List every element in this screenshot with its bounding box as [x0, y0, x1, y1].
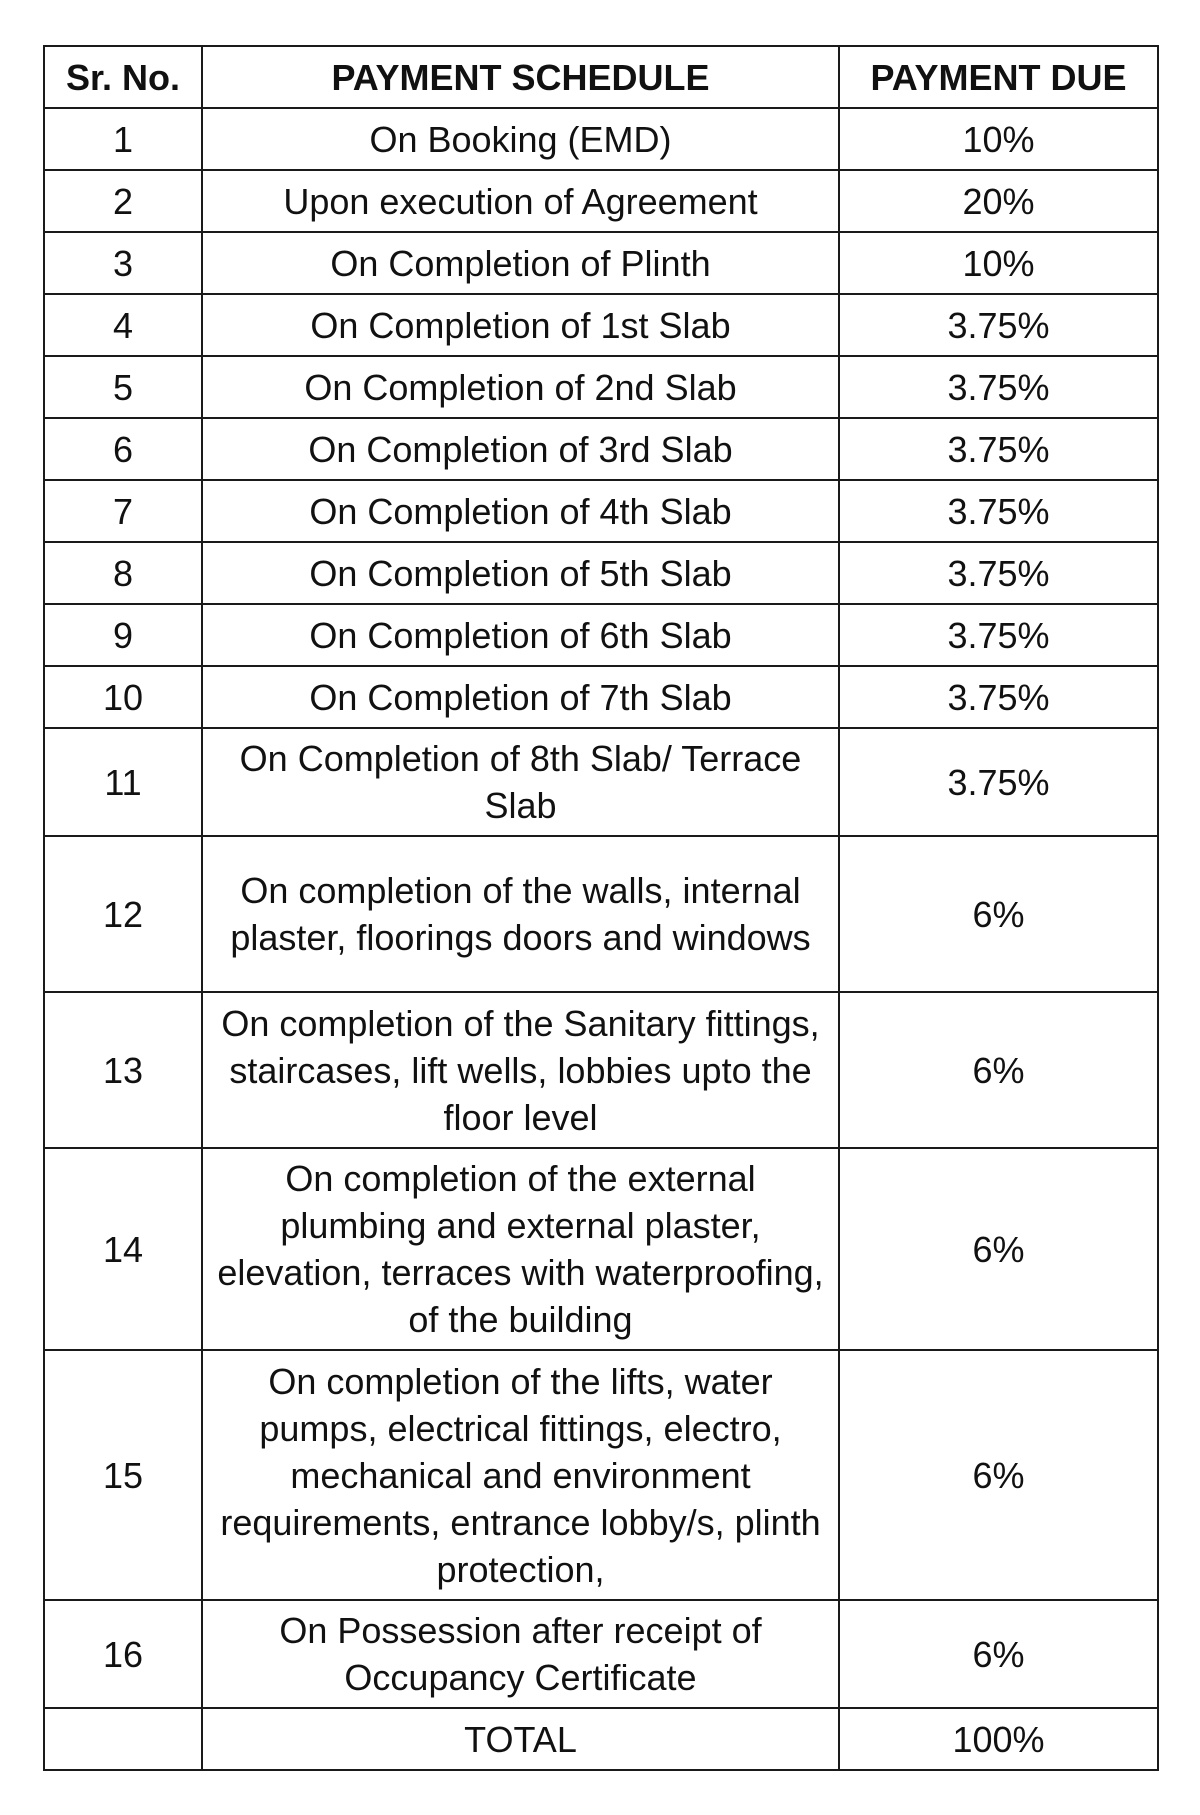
table-row — [44, 1350, 1158, 1600]
table-row — [44, 666, 1158, 728]
table-row — [44, 728, 1158, 836]
due-cell: 3.75% — [839, 728, 1158, 836]
due-cell: 3.75% — [839, 604, 1158, 666]
schedule-cell: On Completion of 6th Slab — [202, 604, 839, 666]
sr-no-cell: 11 — [44, 728, 202, 836]
sr-no-cell: 15 — [44, 1350, 202, 1600]
table-row — [44, 604, 1158, 666]
due-cell: 10% — [839, 108, 1158, 170]
due-cell: 6% — [839, 1350, 1158, 1600]
table-row — [44, 1600, 1158, 1708]
sr-no-cell: 16 — [44, 1600, 202, 1708]
sr-no-cell: 9 — [44, 604, 202, 666]
sr-no-cell: 4 — [44, 294, 202, 356]
schedule-cell: On Completion of 3rd Slab — [202, 418, 839, 480]
sr-no-cell: 7 — [44, 480, 202, 542]
total-due-cell: 100% — [839, 1708, 1158, 1770]
sr-no-cell: 8 — [44, 542, 202, 604]
table-row — [44, 1148, 1158, 1350]
header-payment-schedule: PAYMENT SCHEDULE — [202, 46, 839, 108]
schedule-cell: On Booking (EMD) — [202, 108, 839, 170]
schedule-cell: On Completion of 7th Slab — [202, 666, 839, 728]
payment-schedule-table — [43, 45, 1159, 1771]
table-row — [44, 170, 1158, 232]
schedule-cell: On completion of the external plumbing and external plaster, elevation, terraces with waterproofing, of the building — [202, 1148, 839, 1350]
due-cell: 6% — [839, 992, 1158, 1148]
total-label-cell: TOTAL — [202, 1708, 839, 1770]
sr-no-cell: 13 — [44, 992, 202, 1148]
sr-no-cell: 10 — [44, 666, 202, 728]
table-row — [44, 356, 1158, 418]
schedule-cell: On Completion of Plinth — [202, 232, 839, 294]
schedule-cell: On Completion of 2nd Slab — [202, 356, 839, 418]
due-cell: 6% — [839, 1600, 1158, 1708]
due-cell: 3.75% — [839, 542, 1158, 604]
due-cell: 3.75% — [839, 480, 1158, 542]
schedule-cell: On Completion of 4th Slab — [202, 480, 839, 542]
table-row — [44, 108, 1158, 170]
schedule-cell: Upon execution of Agreement — [202, 170, 839, 232]
table-row — [44, 294, 1158, 356]
header-sr-no: Sr. No. — [44, 46, 202, 108]
due-cell: 6% — [839, 1148, 1158, 1350]
sr-no-cell: 3 — [44, 232, 202, 294]
schedule-cell: On completion of the Sanitary fittings, staircases, lift wells, lobbies upto the floor level — [202, 992, 839, 1148]
due-cell: 20% — [839, 170, 1158, 232]
table-row — [44, 542, 1158, 604]
sr-no-cell: 14 — [44, 1148, 202, 1350]
header-row — [44, 46, 1158, 108]
schedule-cell: On completion of the walls, internal plaster, floorings doors and windows — [202, 836, 839, 992]
schedule-cell: On completion of the lifts, water pumps, electrical fittings, electro, mechanical and environment requirements, entrance lobby/s, plinth protection, — [202, 1350, 839, 1600]
table-row — [44, 418, 1158, 480]
sr-no-cell: 12 — [44, 836, 202, 992]
due-cell: 3.75% — [839, 666, 1158, 728]
schedule-cell: On Completion of 8th Slab/ Terrace Slab — [202, 728, 839, 836]
due-cell: 6% — [839, 836, 1158, 992]
table-row — [44, 992, 1158, 1148]
sr-no-cell: 6 — [44, 418, 202, 480]
due-cell: 10% — [839, 232, 1158, 294]
sr-no-cell: 2 — [44, 170, 202, 232]
total-row — [44, 1708, 1158, 1770]
sr-no-cell: 5 — [44, 356, 202, 418]
schedule-cell: On Completion of 5th Slab — [202, 542, 839, 604]
schedule-cell: On Completion of 1st Slab — [202, 294, 839, 356]
table-row — [44, 836, 1158, 992]
due-cell: 3.75% — [839, 294, 1158, 356]
table-row — [44, 232, 1158, 294]
header-payment-due: PAYMENT DUE — [839, 46, 1158, 108]
total-sr-no-cell — [44, 1708, 202, 1770]
table-row — [44, 480, 1158, 542]
sr-no-cell: 1 — [44, 108, 202, 170]
due-cell: 3.75% — [839, 418, 1158, 480]
schedule-cell: On Possession after receipt of Occupancy Certificate — [202, 1600, 839, 1708]
due-cell: 3.75% — [839, 356, 1158, 418]
